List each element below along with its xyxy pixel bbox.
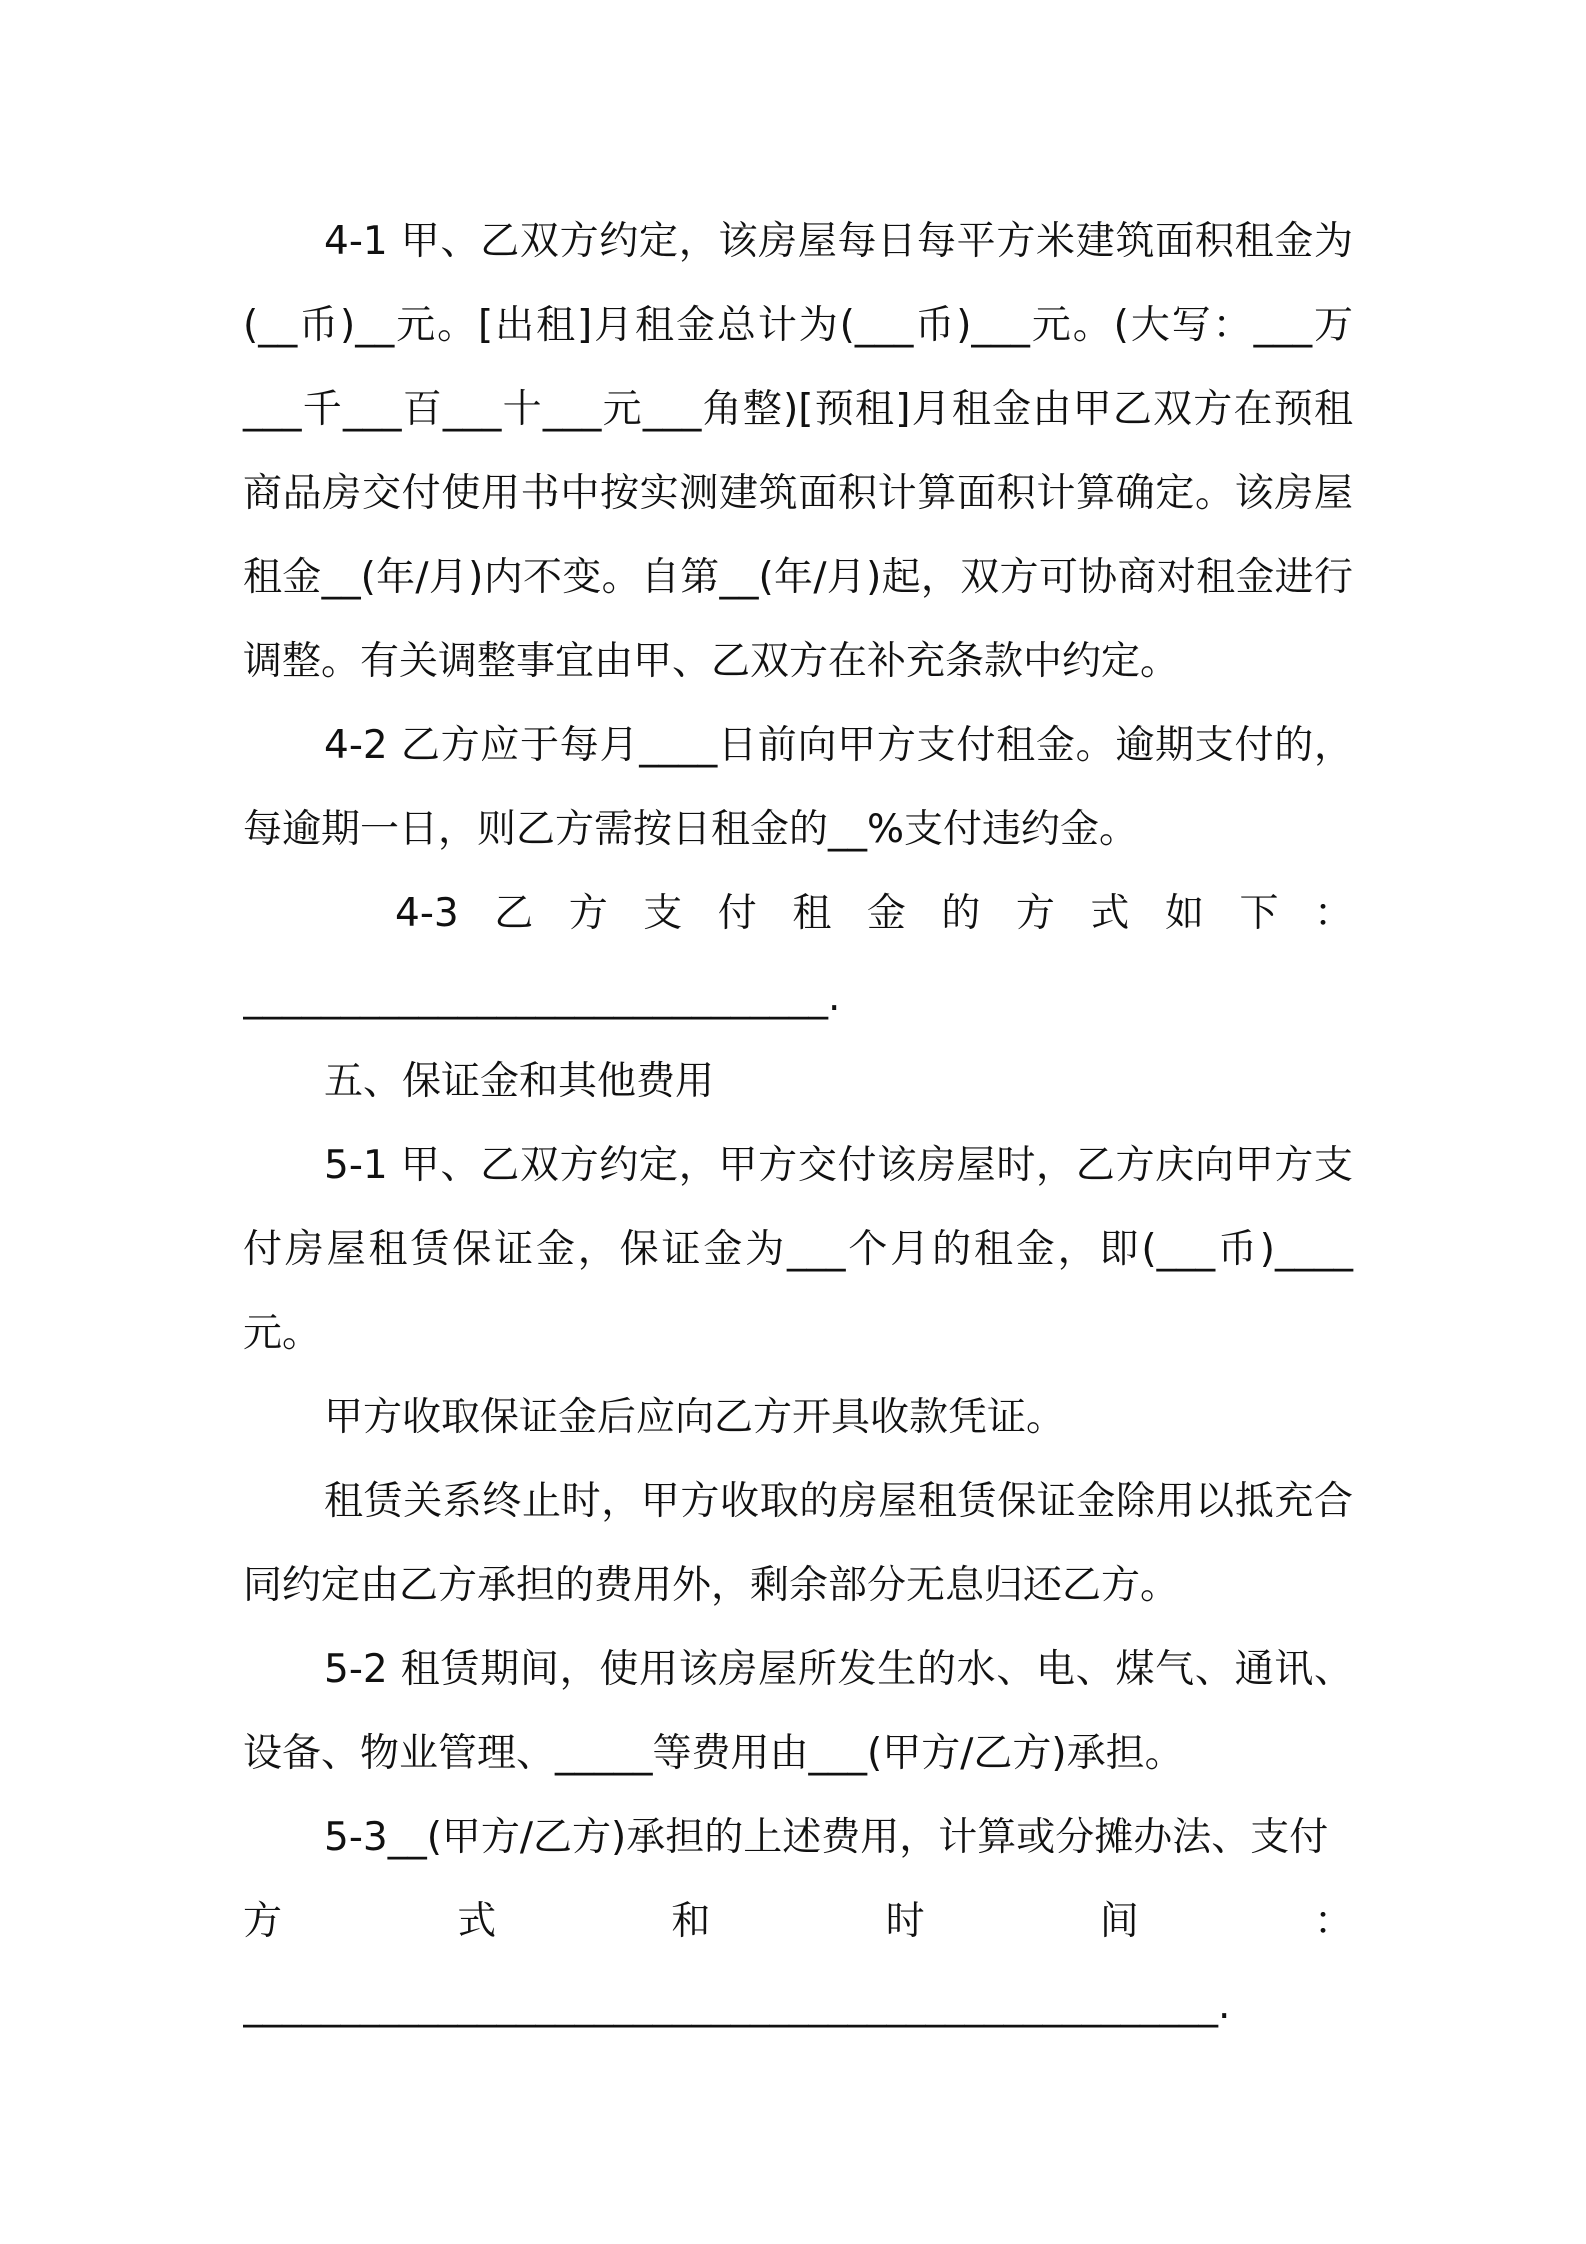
clause-5-1: 5-1 甲、乙双方约定，甲方交付该房屋时，乙方庆向甲方支付房屋租赁保证金，保证金为___个月的租金，即(___币)____元。 bbox=[243, 1143, 1353, 1356]
clause-5-2: 5-2 租赁期间，使用该房屋所发生的水、电、煤气、通讯、设备、物业管理、_____等费用由___(甲方/乙方)承担。 bbox=[243, 1647, 1353, 1776]
document-body bbox=[243, 200, 1353, 2048]
clause-5-3-blank: __________________________________________________. bbox=[243, 1983, 1231, 2028]
clause-5-1-termination: 租赁关系终止时，甲方收取的房屋租赁保证金除用以抵充合同约定由乙方承担的费用外，剩余部分无息归还乙方。 bbox=[243, 1479, 1353, 1608]
clause-4-3-blank: ______________________________. bbox=[243, 975, 841, 1020]
clause-5-3-continued: 方式和时间： bbox=[243, 1899, 1353, 1944]
clause-5-3: 5-3__(甲方/乙方)承担的上述费用，计算或分摊办法、支付 bbox=[324, 1815, 1329, 1860]
clause-4-3: 4-3乙方支付租金的方式如下： bbox=[395, 891, 1353, 936]
clause-5-1-receipt: 甲方收取保证金后应向乙方开具收款凭证。 bbox=[324, 1395, 1066, 1440]
section-5-heading: 五、保证金和其他费用 bbox=[324, 1059, 715, 1104]
clause-4-2: 4-2 乙方应于每月____日前向甲方支付租金。逾期支付的，每逾期一日，则乙方需按日租金的__%支付违约金。 bbox=[243, 723, 1353, 852]
clause-4-1: 4-1 甲、乙双方约定，该房屋每日每平方米建筑面积租金为(__币)__元。[出租]月租金总计为(___币)___元。(大写：___万___千___百___十___元___角整)[预租]月租金由甲乙双方在预租商品房交付使用书中按实测建筑面积计算面积计算确定。该房屋租金__(年/月)内不变。自第__(年/月)起，双方可协商对租金进行调整。有关调整事宜由甲、乙双方在补充条款中约定。 bbox=[243, 219, 1353, 684]
